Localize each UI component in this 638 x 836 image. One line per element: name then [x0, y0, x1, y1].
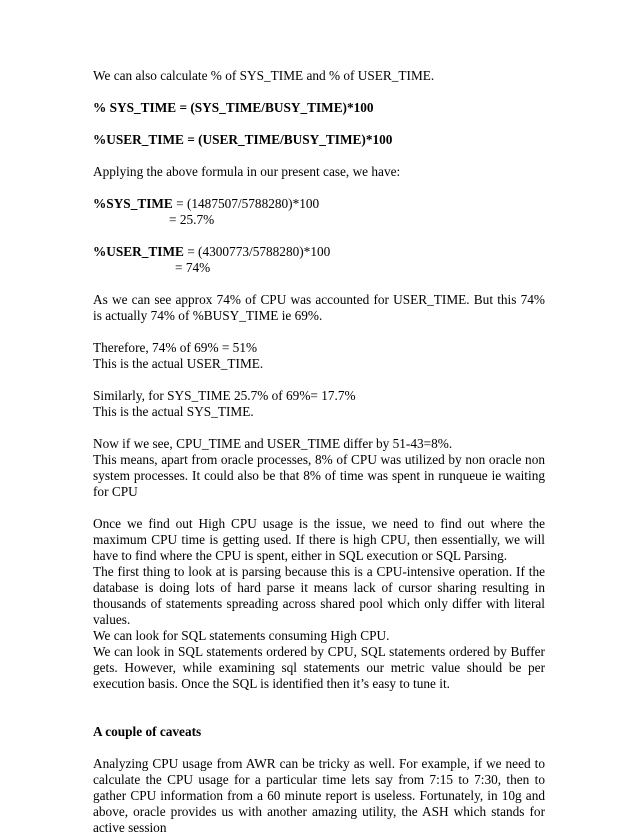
once-block [93, 516, 545, 692]
cpu-accounting-paragraph: As we can see approx 74% of CPU was accounted for USER_TIME. But this 74% is actually 74% of %BUSY_TIME ie 69%. [93, 292, 545, 323]
now-block [93, 436, 545, 500]
caveats-heading: A couple of caveats [93, 724, 202, 739]
calc-sys-label: %SYS_TIME [93, 196, 173, 211]
applying-text: Applying the above formula in our present case, we have: [93, 164, 401, 179]
calc-sys-block [93, 196, 545, 228]
therefore-line-1: Therefore, 74% of 69% = 51% [93, 340, 258, 355]
intro-text: We can also calculate % of SYS_TIME and % of USER_TIME. [93, 68, 435, 83]
calc-user-line [93, 244, 545, 260]
similarly-line-1: Similarly, for SYS_TIME 25.7% of 69%= 17.7% [93, 388, 356, 403]
calc-sys-line [93, 196, 545, 212]
similarly-line-2: This is the actual SYS_TIME. [93, 404, 254, 419]
once-paragraph-1: Once we find out High CPU usage is the issue, we need to find out where the maximum CPU time is getting used. If there is high CPU, then essentially, we will have to find where the CPU is spent, either in SQL execution or SQL Parsing. [93, 516, 545, 563]
calc-sys-expr: = (1487507/5788280)*100 [172, 196, 320, 211]
therefore-line-2: This is the actual USER_TIME. [93, 356, 264, 371]
formula-user-time: %USER_TIME = (USER_TIME/BUSY_TIME)*100 [93, 132, 393, 147]
spacer [93, 708, 545, 724]
once-paragraph-4: We can look in SQL statements ordered by CPU, SQL statements ordered by Buffer gets. However, while examining sql statements our metric value should be per execution basis. Once the SQL is identified then it’s easy to tune it. [93, 644, 545, 691]
document-page [93, 68, 545, 836]
now-line-2: This means, apart from oracle processes, 8% of CPU was utilized by non oracle non system processes. It could also be that 8% of time was spent in runqueue ie waiting for CPU [93, 452, 545, 499]
calc-user-block [93, 244, 545, 276]
once-paragraph-2: The first thing to look at is parsing because this is a CPU-intensive operation. If the database is doing lots of hard parse it means lack of cursor sharing resulting in thousands of statements spreading across shared pool which only differ with literal values. [93, 564, 545, 627]
calc-sys-result: = 25.7% [169, 212, 215, 227]
now-line-1: Now if we see, CPU_TIME and USER_TIME differ by 51-43=8%. [93, 436, 453, 451]
calc-user-result: = 74% [175, 260, 211, 275]
calc-user-expr: = (4300773/5788280)*100 [183, 244, 331, 259]
formula-sys-time: % SYS_TIME = (SYS_TIME/BUSY_TIME)*100 [93, 100, 374, 115]
caveats-paragraph: Analyzing CPU usage from AWR can be tricky as well. For example, if we need to calculate the CPU usage for a particular time lets say from 7:15 to 7:30, then to gather CPU information from a 60 minute report is useless. Fortunately, in 10g and above, oracle provides us with another amazing utility, the ASH which stands for active session [93, 756, 545, 835]
once-paragraph-3: We can look for SQL statements consuming High CPU. [93, 628, 390, 643]
calc-user-label: %USER_TIME [93, 244, 184, 259]
similarly-block [93, 388, 545, 420]
therefore-block [93, 340, 545, 372]
